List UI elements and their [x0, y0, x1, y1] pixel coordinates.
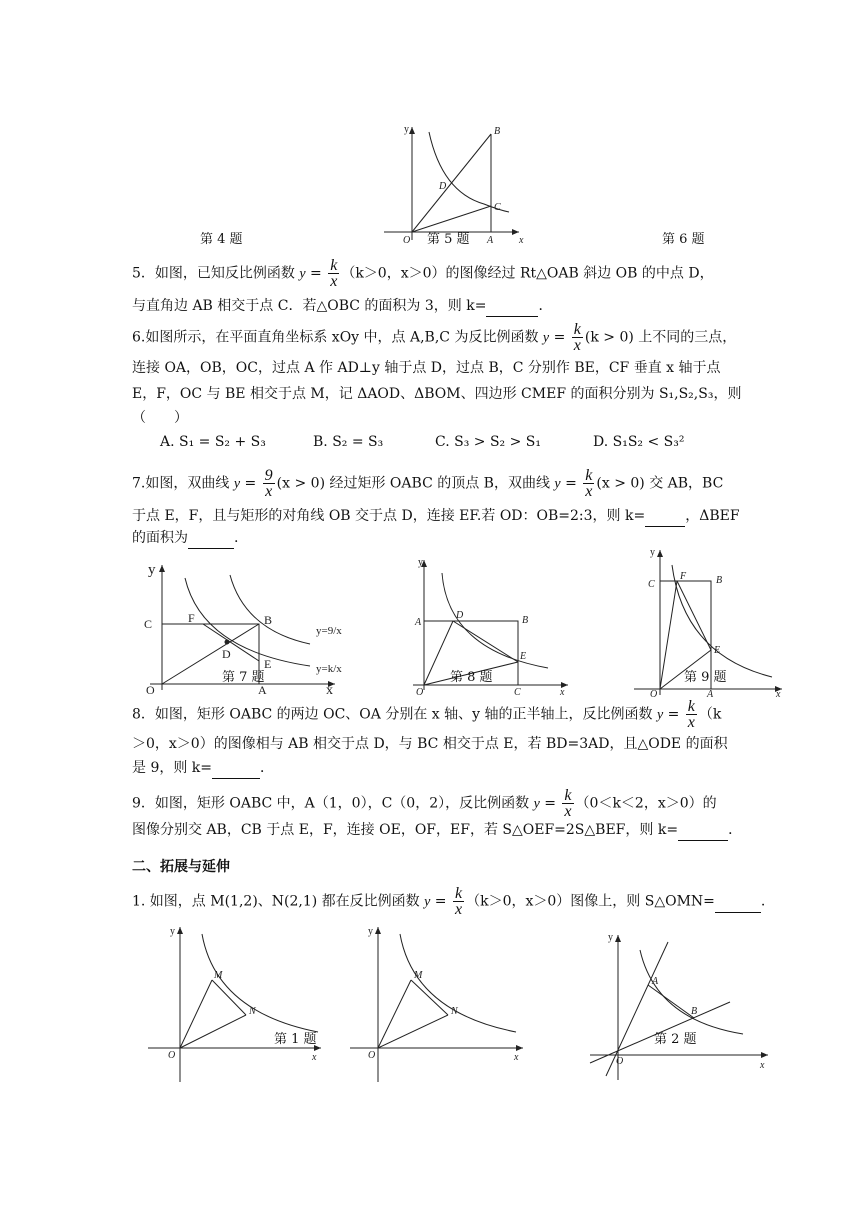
- svg-text:x: x: [312, 1052, 317, 1063]
- caption-q7: 第 7 题: [222, 670, 265, 685]
- svg-text:x: x: [760, 1060, 765, 1071]
- q6-option-d: D. S₁S₂ < S₃²: [593, 434, 685, 450]
- svg-text:E: E: [520, 651, 527, 662]
- svg-text:O: O: [368, 1050, 376, 1061]
- q6-option-b: B. S₂ = S₃: [313, 434, 384, 450]
- figure-e2: [588, 930, 773, 1080]
- q6-line4: （ ）: [132, 410, 188, 426]
- caption-q9: 第 9 题: [684, 670, 727, 685]
- svg-text:B: B: [494, 126, 501, 137]
- svg-text:M: M: [414, 970, 423, 981]
- svg-text:M: M: [214, 970, 223, 981]
- q9-line1: 9．如图，矩形 OABC 中，A（1，0），C（0，2），反比例函数 y = $\frac{k}{x}$ （0＜k＜2，x＞0）的: [132, 787, 717, 820]
- q7-line1: 7.如图，双曲线 y = $\frac{9}{x}$ (x > 0) 经过矩形 OABC 的顶点 B，双曲线 y = $\frac{k}{x}$ (x > 0) 交 AB，BC: [132, 467, 724, 500]
- svg-text:F: F: [680, 571, 687, 582]
- q6-option-c: C. S₃ > S₂ > S₁: [435, 434, 541, 450]
- svg-text:y: y: [608, 932, 613, 943]
- caption-q5: 第 5 题: [427, 232, 470, 247]
- svg-text:E: E: [264, 657, 272, 671]
- svg-text:y: y: [650, 547, 655, 558]
- svg-text:x: x: [776, 689, 781, 700]
- svg-text:y: y: [418, 557, 423, 568]
- svg-text:O: O: [616, 1056, 624, 1067]
- caption-q8: 第 8 题: [450, 670, 493, 685]
- q6-line2: 连接 OA，OB，OC，过点 A 作 AD⊥y 轴于点 D，过点 B，C 分别作 BE，CF 垂直 x 轴于点: [132, 360, 721, 376]
- svg-text:B: B: [522, 615, 529, 626]
- svg-text:y: y: [368, 926, 373, 937]
- q6-line1: 6.如图所示，在平面直角坐标系 xOy 中，点 A,B,C 为反比例函数 y = $\frac{k}{x}$ (k > 0) 上不同的三点，: [132, 321, 737, 354]
- section-heading: 二、拓展与延伸: [132, 859, 230, 875]
- q5-line1: 5．如图，已知反比例函数 y = $\frac{k}{x}$ （k＞0，x＞0）的图像经过 Rt△OAB 斜边 OB 的中点 D，: [132, 257, 714, 290]
- e1-line: 1. 如图，点 M(1,2)、N(2,1) 都在反比例函数 y = $\frac{k}{x}$ （k＞0，x＞0）图像上，则 S△OMN= .: [132, 885, 766, 918]
- svg-text:C: C: [144, 617, 153, 631]
- figure-e1-middle: [348, 922, 528, 1084]
- svg-text:B: B: [264, 613, 273, 627]
- svg-text:D: D: [439, 181, 447, 192]
- svg-text:N: N: [249, 1006, 256, 1017]
- svg-text:C: C: [494, 202, 501, 213]
- figure-e1-left: [146, 922, 326, 1084]
- svg-text:x: x: [326, 683, 333, 698]
- q5-line2: 与直角边 AB 相交于点 C．若△OBC 的面积为 3，则 k= ．: [132, 296, 742, 317]
- svg-text:A: A: [652, 976, 659, 987]
- caption-q4: 第 4 题: [200, 232, 243, 247]
- svg-text:F: F: [188, 611, 195, 625]
- svg-text:y: y: [404, 124, 409, 135]
- svg-text:C: C: [648, 579, 655, 590]
- q9-line2: 图像分别交 AB，CB 于点 E，F，连接 OE，OF，EF，若 S△OEF=2S△BEF，则 k= ．: [132, 820, 742, 841]
- q8-line2: ＞0，x＞0）的图像相与 AB 相交于点 D，与 BC 相交于点 E，若 BD=3AD，且△ODE 的面积: [132, 736, 728, 752]
- caption-e2: 第 2 题: [654, 1032, 697, 1047]
- svg-text:D: D: [222, 647, 231, 661]
- q8-line1: 8．如图，矩形 OABC 的两边 OC、OA 分别在 x 轴、y 轴的正半轴上，反比例函数 y = $\frac{k}{x}$ （k: [132, 698, 722, 731]
- svg-text:y: y: [170, 926, 175, 937]
- q6-option-a: A. S₁ = S₂ + S₃: [160, 434, 266, 450]
- caption-e1: 第 1 题: [274, 1032, 317, 1047]
- svg-text:B: B: [691, 1006, 698, 1017]
- q7-line2: 于点 E，F，且与矩形的对角线 OB 交于点 D，连接 EF.若 OD：OB=2:3，则 k= ，ΔBEF: [132, 506, 742, 527]
- svg-text:E: E: [714, 645, 721, 656]
- svg-text:A: A: [415, 617, 422, 628]
- svg-text:y=9/x: y=9/x: [316, 625, 342, 637]
- svg-text:x: x: [519, 235, 524, 246]
- svg-text:C: C: [514, 687, 521, 698]
- q8-line3: 是 9，则 k= ．: [132, 758, 742, 779]
- caption-q6: 第 6 题: [662, 232, 705, 247]
- svg-text:O: O: [416, 687, 424, 698]
- q7-line3: 的面积为 .: [132, 528, 742, 549]
- svg-text:O: O: [168, 1050, 176, 1061]
- svg-text:A: A: [487, 235, 494, 246]
- svg-text:y: y: [148, 562, 156, 578]
- svg-text:O: O: [650, 689, 658, 700]
- svg-text:A: A: [258, 683, 267, 697]
- svg-text:O: O: [146, 683, 155, 697]
- svg-text:x: x: [560, 687, 565, 698]
- svg-text:A: A: [707, 689, 714, 700]
- svg-text:B: B: [716, 575, 723, 586]
- q6-line3: E，F，OC 与 BE 相交于点 M，记 ΔAOD、ΔBOM、四边形 CMEF 的面积分别为 S₁,S₂,S₃，则: [132, 386, 742, 402]
- svg-text:D: D: [456, 610, 464, 621]
- svg-text:O: O: [403, 235, 411, 246]
- svg-text:N: N: [451, 1006, 458, 1017]
- svg-text:y=k/x: y=k/x: [316, 663, 342, 675]
- svg-text:x: x: [514, 1052, 519, 1063]
